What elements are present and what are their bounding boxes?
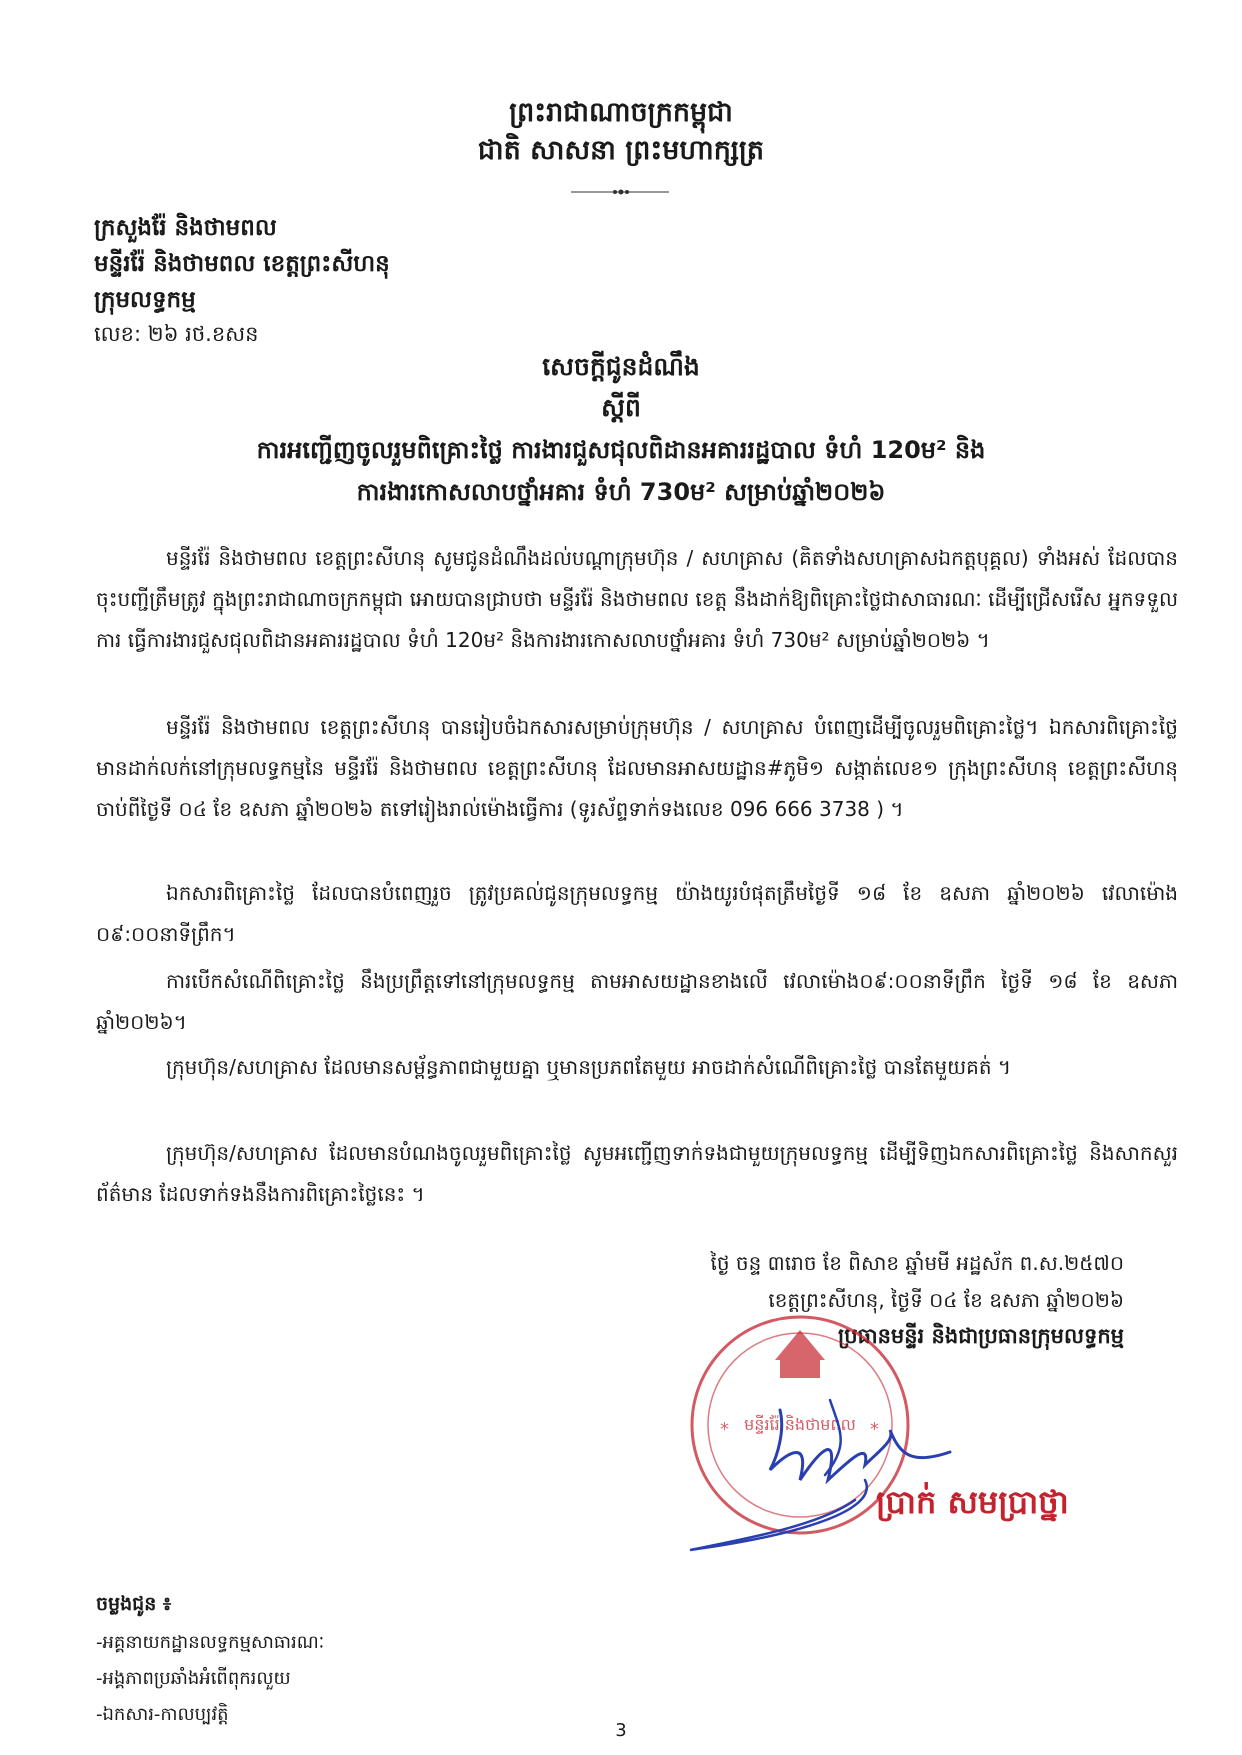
national-motto: ជាតិ សាសនា ព្រះមហាក្សត្រ <box>477 135 765 166</box>
paragraph-bid-opening: ការបើកសំណើពិគ្រោះថ្លៃ នឹងប្រព្រឹត្តទៅនៅក្រុមលទ្ធកម្ម តាមអាសយដ្ឋានខាងលើ វេលាម៉ោង០៩:០០នាទីព្រឹក ថ្ងៃទី ១៨ ខែ ឧសភា ឆ្នាំ២០២៦។ <box>96 969 1178 1034</box>
paragraph-submission-deadline: ឯកសារពិគ្រោះថ្លៃ ដែលបានបំពេញរួច ត្រូវប្រគល់ជូនក្រុមលទ្ធកម្ម យ៉ាងយូរបំផុតត្រឹមថ្ងៃទី ១៨ ខែ ឧសភា ឆ្នាំ២០២៦ វេលាម៉ោង ០៩:០០នាទីព្រឹក។ <box>96 881 1178 946</box>
paragraph-documents: មន្ទីររ៉ែ និងថាមពល ខេត្តព្រះសីហនុ បានរៀបចំឯកសារសម្រាប់ក្រុមហ៊ុន / សហគ្រាស បំពេញដើម្បីចូលរួមពិគ្រោះថ្លៃ។ ឯកសារពិគ្រោះថ្លៃ មានដាក់លក់នៅក្រុមលទ្ធកម្មនៃ មន្ទីររ៉ែ និងថាមពល ខេត្តព្រះសីហនុ ដែលមានអាសយដ្ឋាន#ភូមិ១ សង្កាត់លេខ១ ក្រុងព្រះសីហនុ ខេត្តព្រះសីហនុ ចាប់ពីថ្ងៃទី ០៤ ខែ ឧសភា ឆ្នាំ២០២៦ តទៅរៀងរាល់ម៉ោងធ្វើការ (ទូរស័ព្ទទាក់ទងលេខ 096 666 3738 ) ។ <box>96 715 1178 821</box>
page-number: 3 <box>615 1720 627 1741</box>
paragraph-invitation: មន្ទីររ៉ែ និងថាមពល ខេត្តព្រះសីហនុ សូមជូនដំណឹងដល់បណ្តាក្រុមហ៊ុន / សហគ្រាស (គិតទាំងសហគ្រាសឯកត្តបុគ្គល) ទាំងអស់ ដែលបានចុះបញ្ជីត្រឹមត្រូវ ក្នុងព្រះរាជាណាចក្រកម្ពុជា អោយបានជ្រាបថា មន្ទីររ៉ែ និងថាមពល ខេត្ត នឹងដាក់ឱ្យពិគ្រោះថ្លៃជាសាធារណៈ ដើម្បីជ្រើសរើស អ្នកទទួលការ ធ្វើការងារជួសជុលពិដានអគាររដ្ឋបាល ទំហំ 120ម² និងការងារកោសលាបថ្នាំអគារ ទំហំ 730ម² សម្រាប់ឆ្នាំ២០២៦ ។ <box>96 546 1178 652</box>
reference-number: លេខ: ២៦ រថ.ខសន <box>94 322 259 346</box>
solar-date: ខេត្តព្រះសីហនុ, ថ្ងៃទី ០៤ ខែ ឧសភា ឆ្នាំ២០២៦ <box>768 1288 1124 1312</box>
notice-subject-label: ស្តីពី <box>601 393 641 422</box>
signatory-name: ប្រាក់ សមប្រាថ្នា <box>876 1483 1069 1521</box>
notice-subject-line1: ការអញ្ជើញចូលរួមពិគ្រោះថ្លៃ ការងារជួសជុលពិដានអគាររដ្ឋបាល ទំហំ 120ម² និង <box>256 436 986 464</box>
cc-item: -អគ្គនាយកដ្ឋានលទ្ធកម្មសាធារណៈ <box>96 1632 325 1653</box>
provincial-department-name: មន្ទីររ៉ែ និងថាមពល ខេត្តព្រះសីហនុ <box>94 251 390 277</box>
signatory-title: ប្រធានមន្ទីរ និងជាប្រធានក្រុមលទ្ធកម្ម <box>837 1324 1124 1348</box>
ministry-name: ក្រសួងរ៉ែ និងថាមពល <box>94 215 277 241</box>
svg-text:*: * <box>870 1419 879 1440</box>
notice-title: សេចក្តីជូនដំណឹង <box>542 352 700 381</box>
lunar-date: ថ្ងៃ ចន្ទ ៣រោច ខែ ពិសាខ ឆ្នាំមមី អដ្ឋស័ក ព.ស.២៥៧០ <box>710 1251 1124 1275</box>
ornamental-divider <box>571 186 669 198</box>
cc-item: -ឯកសារ-កាលប្បវត្តិ <box>96 1704 229 1725</box>
paragraph-contact: ក្រុមហ៊ុន/សហគ្រាស ដែលមានបំណងចូលរួមពិគ្រោះថ្លៃ សូមអញ្ជើញទាក់ទងជាមួយក្រុមលទ្ធកម្ម ដើម្បីទិញឯកសារពិគ្រោះថ្លៃ និងសាកសួរព័ត៌មាន ដែលទាក់ទងនឹងការពិគ្រោះថ្លៃនេះ ។ <box>96 1141 1178 1206</box>
procurement-committee-name: ក្រុមលទ្ធកម្ម <box>94 287 196 313</box>
cc-heading: ចម្លងជូន ៖ <box>96 1593 172 1615</box>
svg-text:*: * <box>720 1419 729 1440</box>
cc-item: -អង្គភាពប្រឆាំងអំពើពុករលួយ <box>96 1668 291 1689</box>
kingdom-header: ព្រះរាជាណាចក្រកម្ពុជា <box>509 97 733 128</box>
handwritten-signature <box>650 1370 990 1560</box>
stamp-text: មន្ទីររ៉ែ និងថាមពល <box>744 1415 856 1434</box>
notice-subject-line2: ការងារកោសលាបថ្នាំអគារ ទំហំ 730ម² សម្រាប់ឆ្នាំ២០២៦ <box>356 478 886 506</box>
paragraph-related-companies: ក្រុមហ៊ុន/សហគ្រាស ដែលមានសម្ព័ន្ធភាពជាមួយគ្នា ឬមានប្រភពតែមួយ អាចដាក់សំណើពិគ្រោះថ្លៃ បានតែមួយគត់ ។ <box>166 1055 1012 1079</box>
